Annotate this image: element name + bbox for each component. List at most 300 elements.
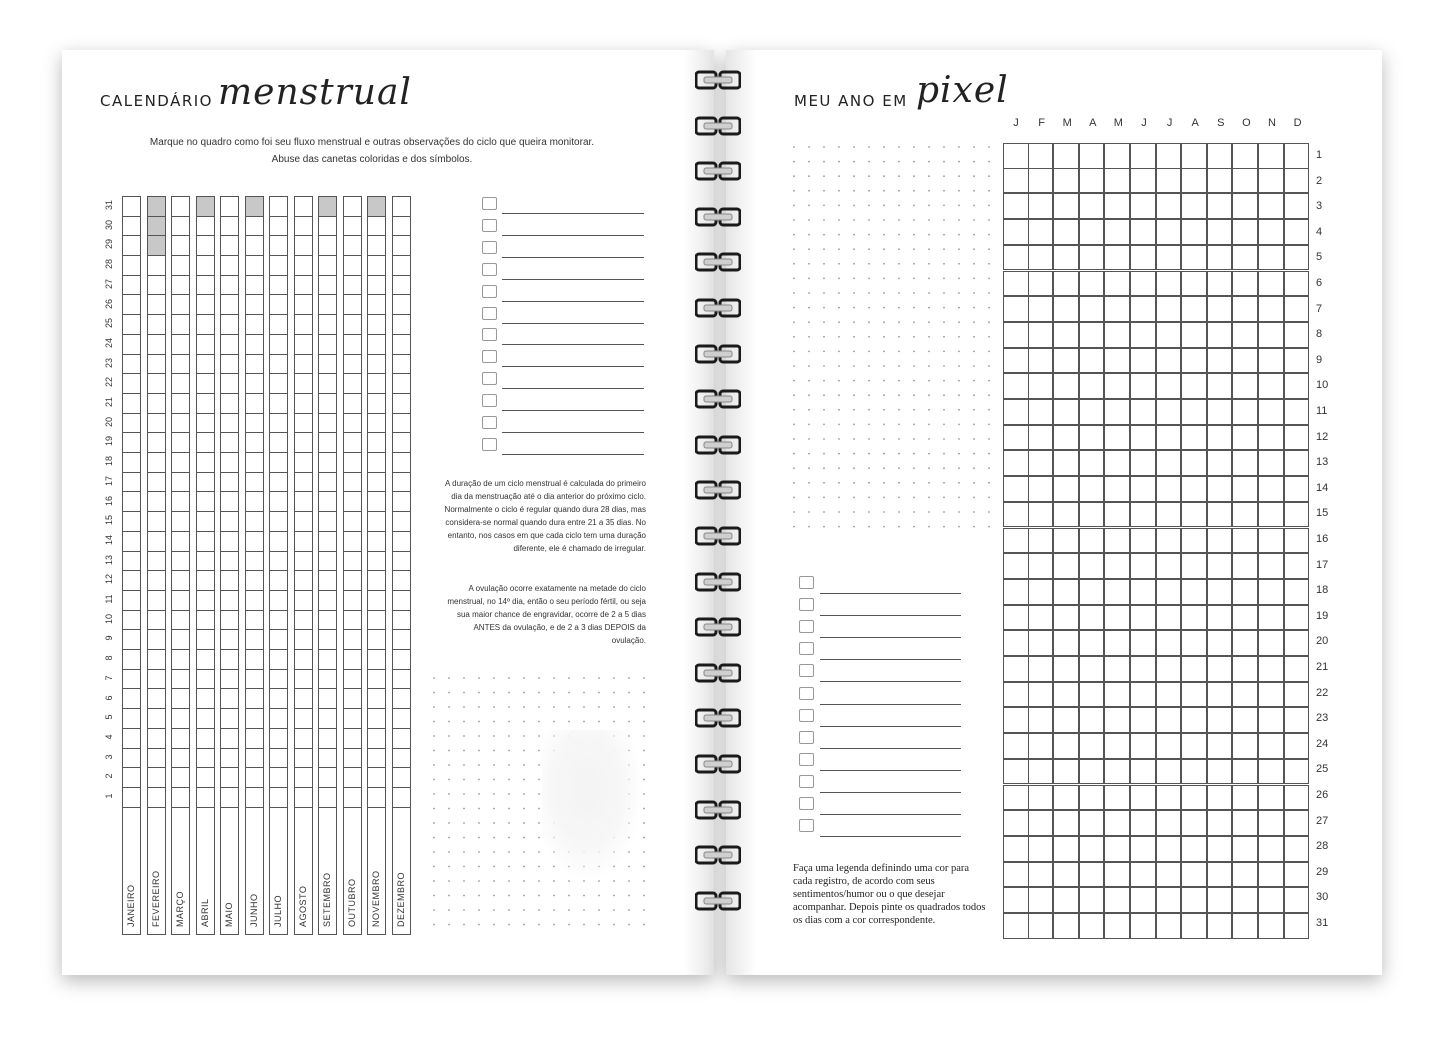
day-cell[interactable]	[172, 552, 189, 572]
day-cell[interactable]	[197, 217, 214, 237]
pixel-cell[interactable]	[1207, 399, 1233, 425]
month-column[interactable]	[343, 196, 362, 935]
day-cell[interactable]	[221, 788, 238, 808]
pixel-cell[interactable]	[1104, 887, 1130, 913]
day-cell[interactable]	[393, 749, 410, 769]
write-line[interactable]	[502, 454, 644, 455]
pixel-cell[interactable]	[1156, 656, 1182, 682]
pixel-cell[interactable]	[1284, 450, 1310, 476]
pixel-cell[interactable]	[1028, 759, 1054, 785]
pixel-cell[interactable]	[1232, 630, 1258, 656]
write-line[interactable]	[502, 344, 644, 345]
pixel-cell[interactable]	[1181, 785, 1207, 811]
day-cell[interactable]	[319, 709, 336, 729]
day-cell[interactable]	[148, 394, 165, 414]
pixel-cell[interactable]	[1207, 193, 1233, 219]
pixel-cell[interactable]	[1003, 219, 1029, 245]
pixel-cell[interactable]	[1053, 733, 1079, 759]
pixel-cell[interactable]	[1053, 553, 1079, 579]
pixel-cell[interactable]	[1053, 759, 1079, 785]
day-cell[interactable]	[368, 749, 385, 769]
pixel-cell[interactable]	[1028, 219, 1054, 245]
day-cell[interactable]	[246, 788, 263, 808]
pixel-cell[interactable]	[1284, 348, 1310, 374]
pixel-cell[interactable]	[1207, 656, 1233, 682]
pixel-cell[interactable]	[1104, 502, 1130, 528]
day-cell[interactable]	[393, 414, 410, 434]
pixel-cell[interactable]	[1079, 733, 1105, 759]
day-cell[interactable]	[368, 591, 385, 611]
checkbox[interactable]	[799, 620, 814, 633]
pixel-cell[interactable]	[1028, 143, 1054, 169]
day-cell[interactable]	[221, 709, 238, 729]
pixel-cell[interactable]	[1232, 450, 1258, 476]
pixel-cell[interactable]	[1258, 373, 1284, 399]
pixel-cell[interactable]	[1003, 682, 1029, 708]
day-cell[interactable]	[197, 236, 214, 256]
pixel-cell[interactable]	[1181, 733, 1207, 759]
pixel-cell[interactable]	[1181, 579, 1207, 605]
pixel-cell[interactable]	[1104, 193, 1130, 219]
day-cell[interactable]	[172, 670, 189, 690]
day-cell[interactable]	[172, 355, 189, 375]
pixel-cell[interactable]	[1207, 502, 1233, 528]
day-cell[interactable]	[148, 532, 165, 552]
day-cell[interactable]	[319, 788, 336, 808]
day-cell[interactable]	[123, 630, 140, 650]
write-line[interactable]	[502, 410, 644, 411]
pixel-cell[interactable]	[1181, 502, 1207, 528]
day-cell[interactable]	[221, 611, 238, 631]
day-cell[interactable]	[270, 355, 287, 375]
day-cell[interactable]	[221, 296, 238, 316]
pixel-cell[interactable]	[1181, 528, 1207, 554]
pixel-cell[interactable]	[1079, 528, 1105, 554]
day-cell[interactable]	[393, 296, 410, 316]
pixel-cell[interactable]	[1053, 245, 1079, 271]
pixel-cell[interactable]	[1156, 785, 1182, 811]
day-cell[interactable]	[246, 197, 263, 217]
pixel-cell[interactable]	[1156, 425, 1182, 451]
pixel-cell[interactable]	[1181, 913, 1207, 939]
pixel-cell[interactable]	[1181, 450, 1207, 476]
pixel-cell[interactable]	[1207, 245, 1233, 271]
day-cell[interactable]	[197, 552, 214, 572]
pixel-cell[interactable]	[1104, 143, 1130, 169]
checkbox[interactable]	[799, 797, 814, 810]
checkbox[interactable]	[799, 598, 814, 611]
pixel-cell[interactable]	[1130, 579, 1156, 605]
day-cell[interactable]	[295, 768, 312, 788]
pixel-cell[interactable]	[1258, 296, 1284, 322]
pixel-cell[interactable]	[1028, 862, 1054, 888]
pixel-cell[interactable]	[1284, 605, 1310, 631]
pixel-cell[interactable]	[1028, 245, 1054, 271]
pixel-cell[interactable]	[1284, 862, 1310, 888]
pixel-cell[interactable]	[1284, 219, 1310, 245]
day-cell[interactable]	[344, 709, 361, 729]
pixel-cell[interactable]	[1284, 759, 1310, 785]
pixel-cell[interactable]	[1207, 168, 1233, 194]
pixel-cell[interactable]	[1156, 399, 1182, 425]
write-line[interactable]	[820, 637, 961, 638]
pixel-cell[interactable]	[1053, 373, 1079, 399]
pixel-cell[interactable]	[1053, 476, 1079, 502]
day-cell[interactable]	[123, 453, 140, 473]
day-cell[interactable]	[148, 650, 165, 670]
pixel-cell[interactable]	[1156, 759, 1182, 785]
checkbox[interactable]	[482, 197, 497, 210]
day-cell[interactable]	[123, 493, 140, 513]
day-cell[interactable]	[221, 768, 238, 788]
pixel-cell[interactable]	[1284, 296, 1310, 322]
write-line[interactable]	[820, 726, 961, 727]
day-cell[interactable]	[221, 552, 238, 572]
pixel-cell[interactable]	[1207, 348, 1233, 374]
day-cell[interactable]	[319, 729, 336, 749]
day-cell[interactable]	[148, 197, 165, 217]
day-cell[interactable]	[393, 236, 410, 256]
day-cell[interactable]	[148, 217, 165, 237]
checkbox[interactable]	[799, 731, 814, 744]
pixel-cell[interactable]	[1232, 579, 1258, 605]
pixel-cell[interactable]	[1181, 219, 1207, 245]
day-cell[interactable]	[368, 276, 385, 296]
day-cell[interactable]	[270, 709, 287, 729]
day-cell[interactable]	[319, 670, 336, 690]
pixel-cell[interactable]	[1130, 373, 1156, 399]
pixel-cell[interactable]	[1028, 605, 1054, 631]
day-cell[interactable]	[344, 433, 361, 453]
day-cell[interactable]	[368, 493, 385, 513]
day-cell[interactable]	[368, 650, 385, 670]
day-cell[interactable]	[221, 374, 238, 394]
pixel-cell[interactable]	[1028, 450, 1054, 476]
day-cell[interactable]	[270, 296, 287, 316]
day-cell[interactable]	[393, 433, 410, 453]
pixel-cell[interactable]	[1028, 168, 1054, 194]
day-cell[interactable]	[295, 276, 312, 296]
day-cell[interactable]	[393, 611, 410, 631]
day-cell[interactable]	[148, 729, 165, 749]
day-cell[interactable]	[270, 650, 287, 670]
day-cell[interactable]	[197, 690, 214, 710]
pixel-cell[interactable]	[1156, 143, 1182, 169]
pixel-cell[interactable]	[1053, 271, 1079, 297]
pixel-cell[interactable]	[1156, 450, 1182, 476]
day-cell[interactable]	[344, 591, 361, 611]
pixel-cell[interactable]	[1258, 707, 1284, 733]
day-cell[interactable]	[295, 197, 312, 217]
pixel-cell[interactable]	[1028, 630, 1054, 656]
day-cell[interactable]	[197, 670, 214, 690]
pixel-cell[interactable]	[1130, 193, 1156, 219]
pixel-cell[interactable]	[1156, 528, 1182, 554]
pixel-cell[interactable]	[1130, 296, 1156, 322]
day-cell[interactable]	[221, 493, 238, 513]
checkbox[interactable]	[799, 687, 814, 700]
day-cell[interactable]	[197, 394, 214, 414]
pixel-cell[interactable]	[1232, 168, 1258, 194]
day-cell[interactable]	[246, 670, 263, 690]
pixel-cell[interactable]	[1156, 682, 1182, 708]
pixel-cell[interactable]	[1003, 143, 1029, 169]
pixel-cell[interactable]	[1156, 322, 1182, 348]
day-cell[interactable]	[319, 374, 336, 394]
day-cell[interactable]	[246, 473, 263, 493]
pixel-cell[interactable]	[1232, 425, 1258, 451]
day-cell[interactable]	[368, 335, 385, 355]
day-cell[interactable]	[270, 453, 287, 473]
day-cell[interactable]	[221, 532, 238, 552]
day-cell[interactable]	[368, 532, 385, 552]
pixel-cell[interactable]	[1284, 245, 1310, 271]
day-cell[interactable]	[123, 729, 140, 749]
day-cell[interactable]	[368, 414, 385, 434]
pixel-cell[interactable]	[1181, 759, 1207, 785]
pixel-cell[interactable]	[1284, 373, 1310, 399]
pixel-cell[interactable]	[1232, 733, 1258, 759]
day-cell[interactable]	[393, 552, 410, 572]
day-cell[interactable]	[393, 571, 410, 591]
pixel-cell[interactable]	[1053, 425, 1079, 451]
checkbox[interactable]	[799, 775, 814, 788]
pixel-cell[interactable]	[1079, 296, 1105, 322]
pixel-cell[interactable]	[1053, 605, 1079, 631]
day-cell[interactable]	[270, 768, 287, 788]
pixel-cell[interactable]	[1104, 296, 1130, 322]
pixel-cell[interactable]	[1028, 528, 1054, 554]
day-cell[interactable]	[393, 532, 410, 552]
pixel-cell[interactable]	[1028, 322, 1054, 348]
day-cell[interactable]	[270, 690, 287, 710]
day-cell[interactable]	[221, 571, 238, 591]
pixel-cell[interactable]	[1079, 373, 1105, 399]
day-cell[interactable]	[270, 374, 287, 394]
day-cell[interactable]	[270, 394, 287, 414]
day-cell[interactable]	[344, 630, 361, 650]
pixel-cell[interactable]	[1156, 836, 1182, 862]
day-cell[interactable]	[295, 709, 312, 729]
pixel-cell[interactable]	[1232, 836, 1258, 862]
pixel-cell[interactable]	[1003, 399, 1029, 425]
pixel-cell[interactable]	[1258, 502, 1284, 528]
day-cell[interactable]	[123, 473, 140, 493]
day-cell[interactable]	[344, 256, 361, 276]
pixel-cell[interactable]	[1003, 528, 1029, 554]
day-cell[interactable]	[393, 256, 410, 276]
day-cell[interactable]	[270, 788, 287, 808]
pixel-cell[interactable]	[1232, 759, 1258, 785]
day-cell[interactable]	[270, 729, 287, 749]
day-cell[interactable]	[123, 788, 140, 808]
day-cell[interactable]	[221, 630, 238, 650]
pixel-cell[interactable]	[1232, 143, 1258, 169]
pixel-cell[interactable]	[1130, 271, 1156, 297]
day-cell[interactable]	[270, 197, 287, 217]
pixel-cell[interactable]	[1258, 245, 1284, 271]
day-cell[interactable]	[319, 355, 336, 375]
write-line[interactable]	[820, 659, 961, 660]
day-cell[interactable]	[319, 493, 336, 513]
pixel-cell[interactable]	[1003, 810, 1029, 836]
write-line[interactable]	[502, 388, 644, 389]
pixel-cell[interactable]	[1232, 322, 1258, 348]
pixel-cell[interactable]	[1232, 373, 1258, 399]
pixel-cell[interactable]	[1104, 656, 1130, 682]
write-line[interactable]	[502, 323, 644, 324]
day-cell[interactable]	[148, 296, 165, 316]
pixel-cell[interactable]	[1207, 733, 1233, 759]
day-cell[interactable]	[270, 749, 287, 769]
pixel-cell[interactable]	[1053, 656, 1079, 682]
day-cell[interactable]	[270, 512, 287, 532]
day-cell[interactable]	[123, 433, 140, 453]
day-cell[interactable]	[221, 453, 238, 473]
pixel-cell[interactable]	[1053, 579, 1079, 605]
pixel-cell[interactable]	[1232, 887, 1258, 913]
pixel-cell[interactable]	[1053, 887, 1079, 913]
pixel-cell[interactable]	[1104, 733, 1130, 759]
day-cell[interactable]	[246, 729, 263, 749]
pixel-cell[interactable]	[1130, 707, 1156, 733]
day-cell[interactable]	[368, 315, 385, 335]
day-cell[interactable]	[270, 571, 287, 591]
pixel-cell[interactable]	[1003, 887, 1029, 913]
day-cell[interactable]	[123, 335, 140, 355]
day-cell[interactable]	[344, 453, 361, 473]
pixel-cell[interactable]	[1207, 450, 1233, 476]
pixel-cell[interactable]	[1130, 913, 1156, 939]
pixel-cell[interactable]	[1207, 605, 1233, 631]
day-cell[interactable]	[172, 729, 189, 749]
day-cell[interactable]	[295, 433, 312, 453]
day-cell[interactable]	[319, 433, 336, 453]
pixel-cell[interactable]	[1181, 399, 1207, 425]
pixel-cell[interactable]	[1232, 656, 1258, 682]
day-cell[interactable]	[197, 749, 214, 769]
day-cell[interactable]	[368, 552, 385, 572]
day-cell[interactable]	[197, 512, 214, 532]
day-cell[interactable]	[172, 197, 189, 217]
day-cell[interactable]	[221, 217, 238, 237]
day-cell[interactable]	[148, 670, 165, 690]
pixel-cell[interactable]	[1130, 245, 1156, 271]
pixel-cell[interactable]	[1181, 887, 1207, 913]
pixel-cell[interactable]	[1104, 168, 1130, 194]
day-cell[interactable]	[172, 650, 189, 670]
day-cell[interactable]	[344, 670, 361, 690]
day-cell[interactable]	[344, 532, 361, 552]
day-cell[interactable]	[197, 473, 214, 493]
pixel-cell[interactable]	[1181, 553, 1207, 579]
pixel-cell[interactable]	[1232, 476, 1258, 502]
pixel-cell[interactable]	[1130, 450, 1156, 476]
pixel-cell[interactable]	[1003, 553, 1029, 579]
day-cell[interactable]	[221, 355, 238, 375]
pixel-cell[interactable]	[1104, 836, 1130, 862]
day-cell[interactable]	[172, 433, 189, 453]
checkbox[interactable]	[482, 394, 497, 407]
pixel-cell[interactable]	[1284, 785, 1310, 811]
pixel-cell[interactable]	[1104, 553, 1130, 579]
day-cell[interactable]	[295, 335, 312, 355]
pixel-cell[interactable]	[1258, 605, 1284, 631]
day-cell[interactable]	[295, 493, 312, 513]
day-cell[interactable]	[319, 453, 336, 473]
day-cell[interactable]	[319, 650, 336, 670]
pixel-cell[interactable]	[1079, 193, 1105, 219]
pixel-cell[interactable]	[1156, 707, 1182, 733]
pixel-cell[interactable]	[1181, 605, 1207, 631]
checkbox[interactable]	[482, 285, 497, 298]
pixel-cell[interactable]	[1130, 219, 1156, 245]
day-cell[interactable]	[123, 414, 140, 434]
pixel-cell[interactable]	[1207, 219, 1233, 245]
pixel-cell[interactable]	[1284, 193, 1310, 219]
pixel-cell[interactable]	[1104, 759, 1130, 785]
day-cell[interactable]	[123, 670, 140, 690]
day-cell[interactable]	[221, 276, 238, 296]
day-cell[interactable]	[148, 552, 165, 572]
day-cell[interactable]	[197, 630, 214, 650]
day-cell[interactable]	[295, 374, 312, 394]
write-line[interactable]	[820, 770, 961, 771]
pixel-cell[interactable]	[1003, 759, 1029, 785]
day-cell[interactable]	[246, 611, 263, 631]
write-line[interactable]	[820, 593, 961, 594]
pixel-cell[interactable]	[1053, 219, 1079, 245]
day-cell[interactable]	[148, 788, 165, 808]
pixel-cell[interactable]	[1003, 348, 1029, 374]
day-cell[interactable]	[246, 650, 263, 670]
pixel-cell[interactable]	[1181, 656, 1207, 682]
pixel-cell[interactable]	[1207, 913, 1233, 939]
day-cell[interactable]	[197, 571, 214, 591]
day-cell[interactable]	[197, 296, 214, 316]
pixel-cell[interactable]	[1284, 425, 1310, 451]
pixel-cell[interactable]	[1258, 733, 1284, 759]
day-cell[interactable]	[123, 532, 140, 552]
day-cell[interactable]	[123, 552, 140, 572]
pixel-cell[interactable]	[1156, 373, 1182, 399]
pixel-cell[interactable]	[1104, 682, 1130, 708]
day-cell[interactable]	[344, 768, 361, 788]
day-cell[interactable]	[344, 493, 361, 513]
day-cell[interactable]	[148, 453, 165, 473]
day-cell[interactable]	[246, 335, 263, 355]
pixel-cell[interactable]	[1232, 810, 1258, 836]
day-cell[interactable]	[319, 315, 336, 335]
day-cell[interactable]	[393, 217, 410, 237]
pixel-cell[interactable]	[1207, 425, 1233, 451]
write-line[interactable]	[502, 257, 644, 258]
day-cell[interactable]	[344, 749, 361, 769]
pixel-cell[interactable]	[1232, 193, 1258, 219]
pixel-cell[interactable]	[1156, 502, 1182, 528]
day-cell[interactable]	[295, 414, 312, 434]
day-cell[interactable]	[197, 315, 214, 335]
day-cell[interactable]	[123, 690, 140, 710]
day-cell[interactable]	[393, 690, 410, 710]
day-cell[interactable]	[221, 197, 238, 217]
day-cell[interactable]	[319, 296, 336, 316]
day-cell[interactable]	[344, 276, 361, 296]
day-cell[interactable]	[246, 768, 263, 788]
checkbox[interactable]	[482, 372, 497, 385]
day-cell[interactable]	[246, 552, 263, 572]
checkbox[interactable]	[482, 263, 497, 276]
